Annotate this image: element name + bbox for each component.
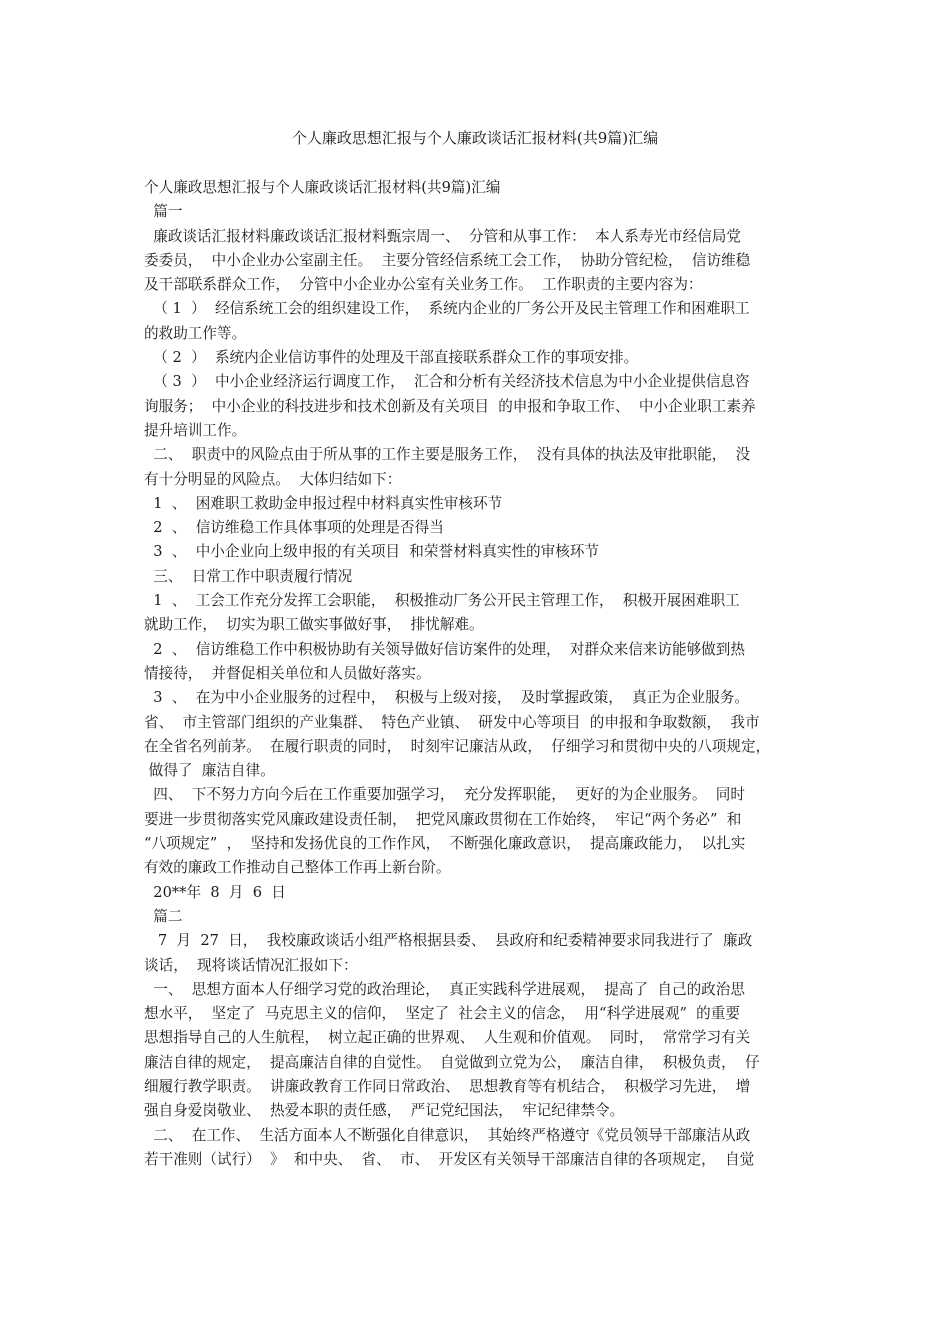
- body-line: 2 、 信访维稳工作中积极协助有关领导做好信访案件的处理， 对群众来信来访能够做到热: [144, 640, 745, 658]
- body-line: 的救助工作等。: [144, 324, 247, 342]
- body-line: 有效的廉政工作推动自己整体工作再上新台阶。: [144, 859, 451, 877]
- body-line: 20**年 8 月 6 日: [144, 883, 286, 901]
- body-line: 廉洁自律的规定， 提高廉洁自律的自觉性。 自觉做到立党为公， 廉洁自律， 积极负责， 仔: [144, 1053, 760, 1071]
- body-line: 就助工作， 切实为职工做实事做好事， 排忧解难。: [144, 616, 484, 634]
- body-line: 委委员， 中小企业办公室副主任。 主要分管经信系统工会工作， 协助分管纪检， 信访维稳: [144, 251, 751, 269]
- body-line: 想水平， 坚定了 马克思主义的信仰， 坚定了 社会主义的信念， 用“科学进展观” 的重要: [144, 1005, 740, 1023]
- body-line: 2 、 信访维稳工作具体事项的处理是否得当: [144, 519, 444, 537]
- body-line: “八项规定” ， 坚持和发扬优良的工作作风， 不断强化廉政意识， 提高廉政能力， 以扎实: [144, 835, 746, 853]
- body-line: 提升培训工作。: [144, 421, 247, 439]
- body-line: 篇一: [144, 203, 183, 221]
- body-line: 廉政谈话汇报材料廉政谈话汇报材料甄宗周一、 分管和从事工作： 本人系寿光市经信局党: [144, 227, 741, 245]
- body-line: 询服务； 中小企业的科技进步和技术创新及有关项目 的申报和争取工作、 中小企业职工素养: [144, 397, 756, 415]
- body-line: 3 、 中小企业向上级申报的有关项目 和荣誉材料真实性的审核环节: [144, 543, 600, 561]
- body-line: 7 月 27 日， 我校廉政谈话小组严格根据县委、 县政府和纪委精神要求同我进行了 廉政: [144, 932, 753, 950]
- body-line: 四、 下不努力方向今后在工作重要加强学习， 充分发挥职能， 更好的为企业服务。 同时: [144, 786, 745, 804]
- body-line: 有十分明显的风险点。 大体归结如下：: [144, 470, 402, 488]
- body-line: 3 、 在为中小企业服务的过程中， 积极与上级对接， 及时掌握政策， 真正为企业服务。: [144, 689, 749, 707]
- body-line: 谈话， 现将谈话情况汇报如下：: [144, 956, 358, 974]
- body-line: 做得了 廉洁自律。: [144, 762, 275, 780]
- body-line: 二、 在工作、 生活方面本人不断强化自律意识， 其始终严格遵守《党员领导干部廉洁从政: [144, 1126, 751, 1144]
- body-line: 思想指导自己的人生航程， 树立起正确的世界观、 人生观和价值观。 同时， 常常学习有关: [144, 1029, 751, 1047]
- body-line: 篇二: [144, 907, 183, 925]
- body-line: 细履行教学职责。 讲廉政教育工作同日常政治、 思想教育等有机结合， 积极学习先进， 增: [144, 1077, 751, 1095]
- document-title: 个人廉政思想汇报与个人廉政谈话汇报材料(共9篇)汇编: [291, 129, 659, 147]
- body-line: 要进一步贯彻落实党风廉政建设责任制， 把党风廉政贯彻在工作始终， 牢记“两个务必” 和: [144, 810, 742, 828]
- body-line: 在全省名列前茅。 在履行职责的同时， 时刻牢记廉洁从政， 仔细学习和贯彻中央的八项规定，: [144, 737, 771, 755]
- body-line: 若干准则（试行） 》 和中央、 省、 市、 开发区有关领导干部廉洁自律的各项规定， 自觉: [144, 1150, 755, 1168]
- body-line: 个人廉政思想汇报与个人廉政谈话汇报材料(共9篇)汇编: [144, 179, 501, 196]
- body-line: 情接待， 并督促相关单位和人员做好落实。: [144, 664, 431, 682]
- body-line: （ 2 ） 系统内企业信访事件的处理及干部直接联系群众工作的事项安排。: [144, 349, 639, 367]
- document-body: [144, 176, 816, 1172]
- body-line: 及干部联系群众工作， 分管中小企业办公室有关业务工作。 工作职责的主要内容为：: [144, 276, 703, 294]
- body-line: 一、 思想方面本人仔细学习党的政治理论， 真正实践科学进展观， 提高了 自己的政治思: [144, 980, 745, 998]
- body-line: 1 、 困难职工救助金申报过程中材料真实性审核环节: [144, 494, 503, 512]
- body-line: 1 、 工会工作充分发挥工会职能， 积极推动厂务公开民主管理工作， 积极开展困难职工: [144, 592, 740, 610]
- body-line: 省、 市主管部门组织的产业集群、 特色产业镇、 研发中心等项目 的申报和争取数额， 我市: [144, 713, 760, 731]
- body-line: （ 3 ） 中小企业经济运行调度工作， 汇合和分析有关经济技术信息为中小企业提供信息咨: [144, 373, 750, 391]
- body-line: 二、 职责中的风险点由于所从事的工作主要是服务工作， 没有具体的执法及审批职能， 没: [144, 446, 751, 464]
- body-line: 三、 日常工作中职责履行情况: [144, 567, 353, 585]
- body-line: （ 1 ） 经信系统工会的组织建设工作， 系统内企业的厂务公开及民主管理工作和困难职工: [144, 300, 750, 318]
- body-line: 强自身爱岗敬业、 热爱本职的责任感， 严记党纪国法， 牢记纪律禁令。: [144, 1102, 625, 1120]
